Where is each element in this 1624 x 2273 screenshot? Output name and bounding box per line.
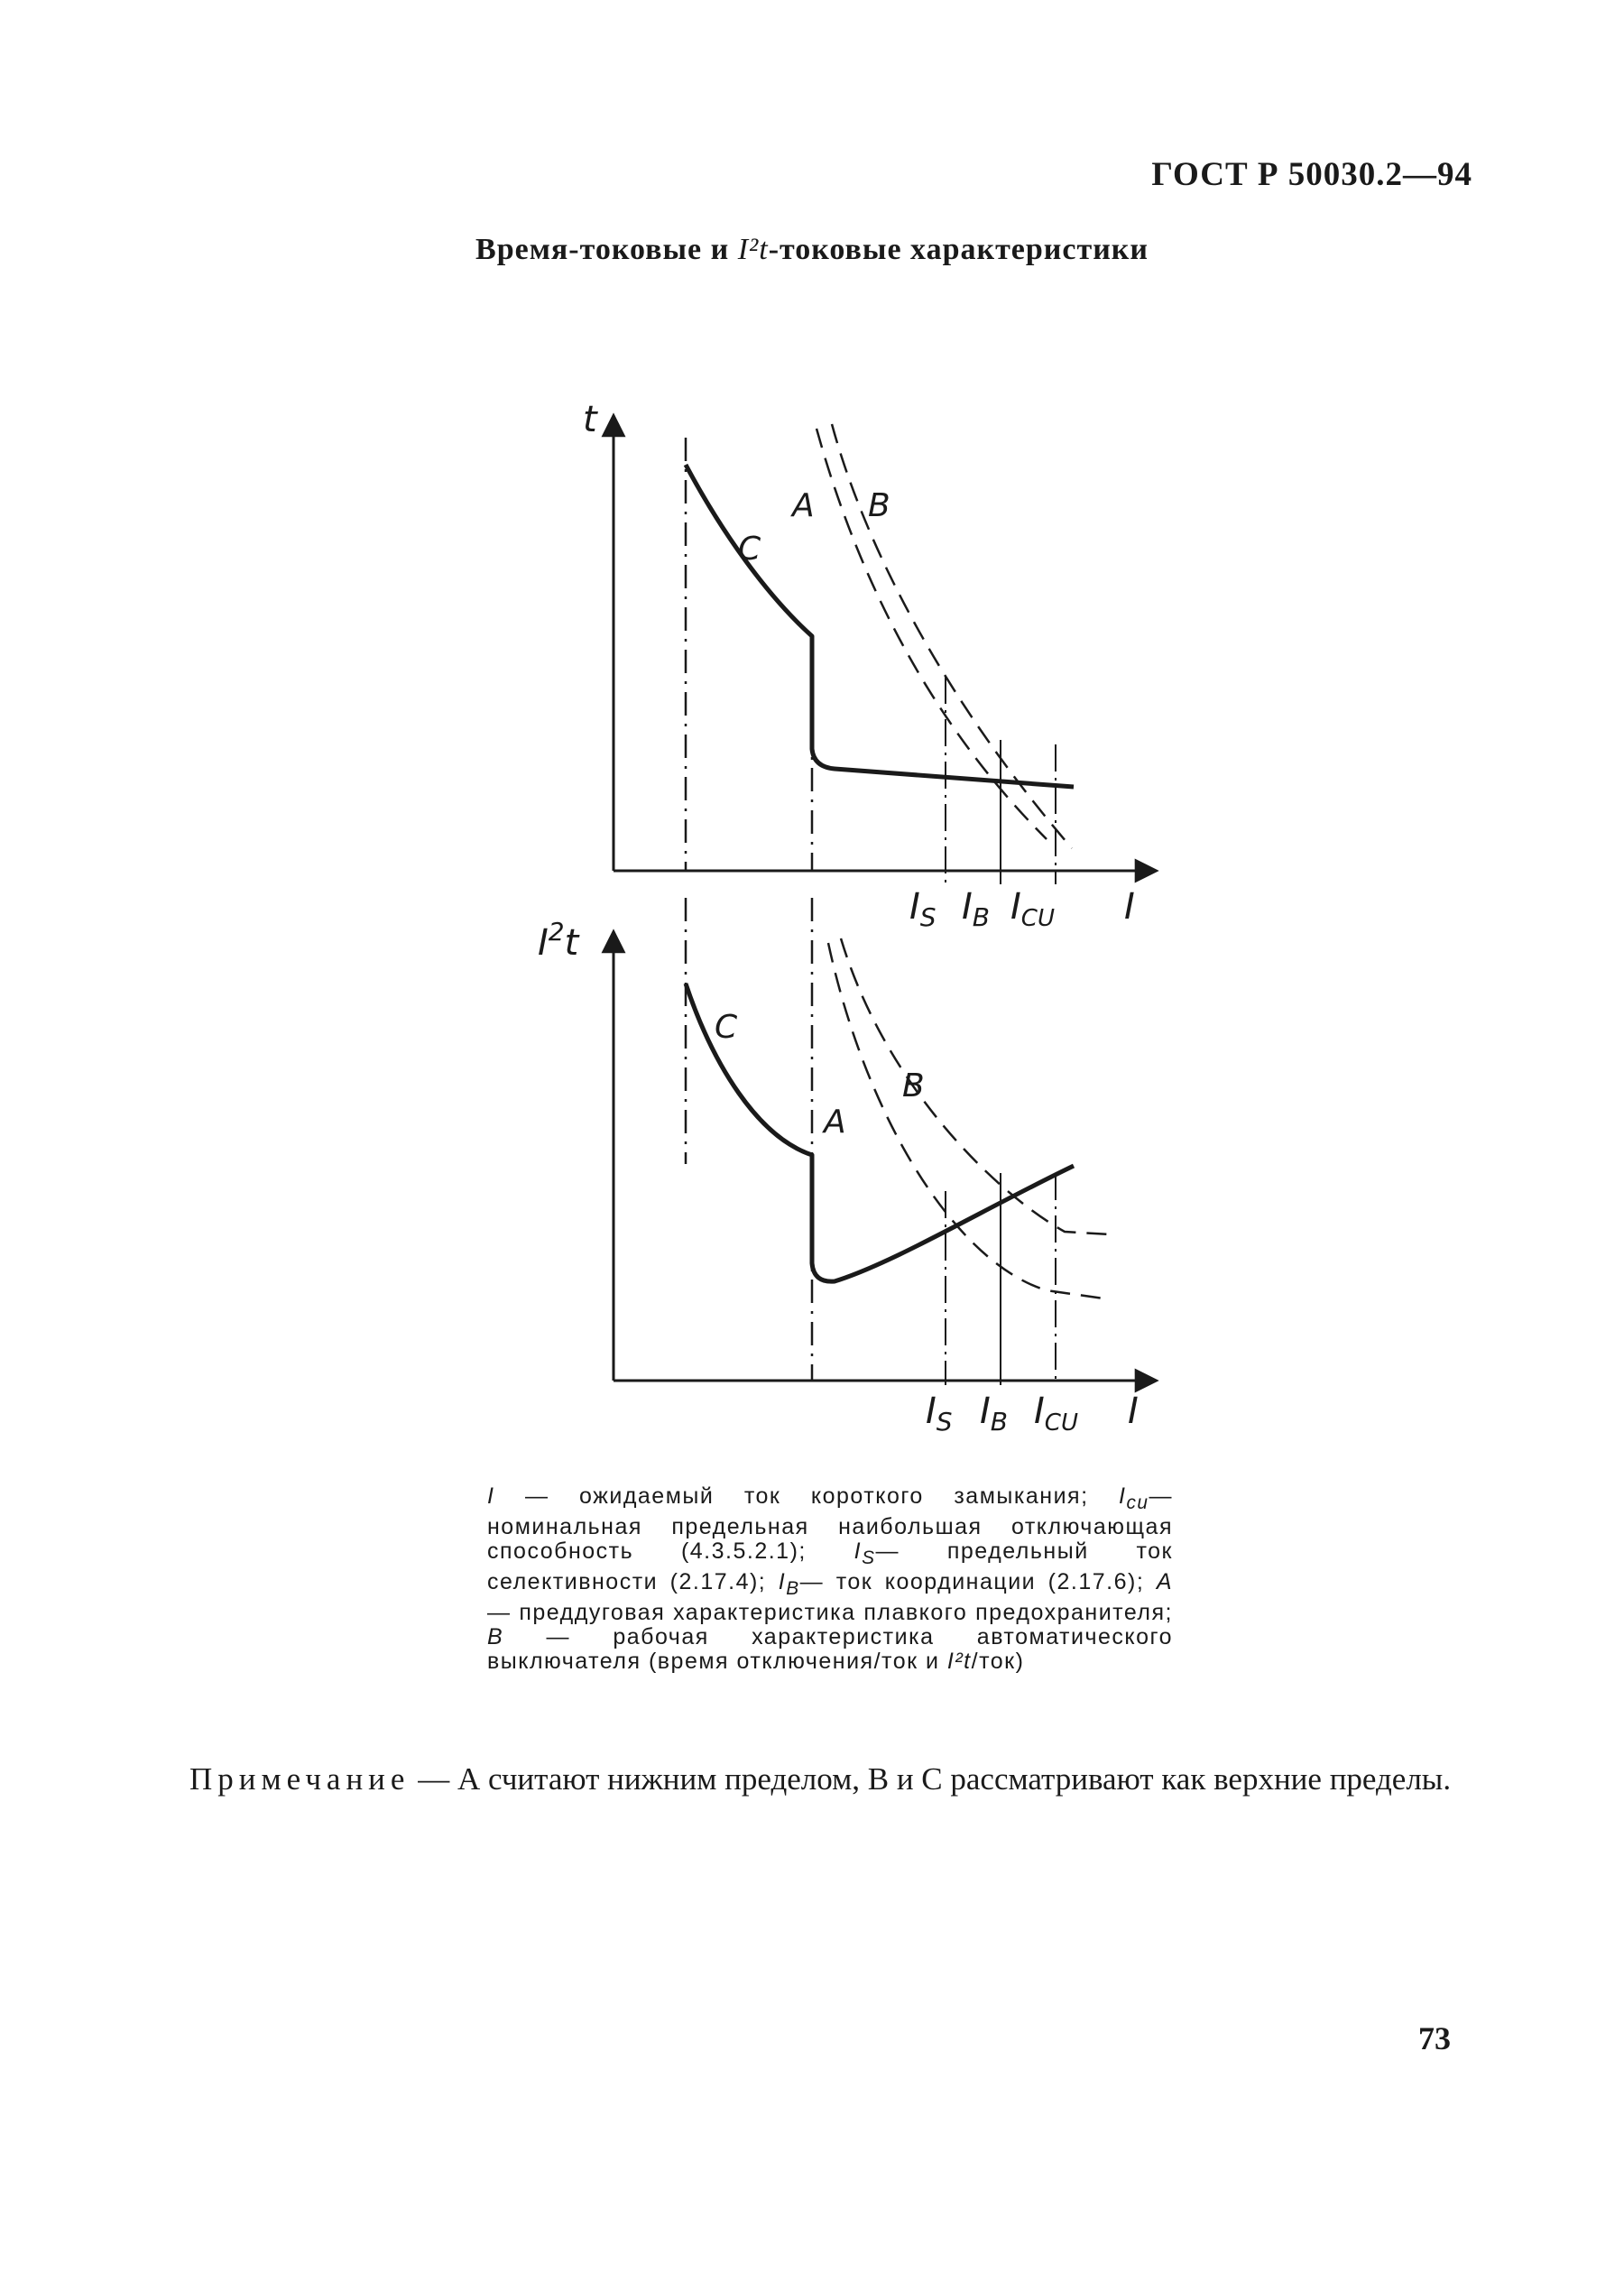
bottom-y-axis-label-tail: t xyxy=(564,922,579,964)
title-formula: I²t xyxy=(737,233,769,266)
legend-ib: I xyxy=(778,1569,787,1594)
top-graph xyxy=(583,399,1157,932)
title-prefix: Время-токовые и xyxy=(475,233,738,266)
bottom-y-axis-label-sup: 2 xyxy=(548,917,565,947)
legend-text-7: /ток) xyxy=(971,1649,1025,1674)
top-tick-ib-main: I xyxy=(962,886,973,928)
legend-ib-sub: B xyxy=(786,1578,800,1599)
top-x-axis-label: I xyxy=(1124,886,1135,928)
bottom-tick-ib-sub: B xyxy=(990,1407,1009,1437)
bottom-curve-b-label: B xyxy=(902,1067,925,1104)
bottom-tick-is-main: I xyxy=(926,1391,937,1432)
legend-text-2: — номинальная предельная наибольшая отключающая способность (4.3.5.2.1); xyxy=(487,1483,1173,1564)
top-curve-c-label: C xyxy=(738,531,761,568)
characteristics-diagram xyxy=(505,379,1191,1444)
top-y-axis-label: t xyxy=(583,399,597,440)
page-number: 73 xyxy=(1418,2020,1451,2056)
note-paragraph xyxy=(189,1762,1453,1797)
legend-is-sub: S xyxy=(862,1548,876,1568)
legend-icu-sub: cu xyxy=(1126,1492,1149,1513)
bottom-curve-a xyxy=(828,943,1110,1299)
top-tick-icu-main: I xyxy=(1010,886,1021,928)
figure-legend xyxy=(487,1484,1173,1674)
note-text: — А считают нижним пределом, В и С рассматривают как верхние пределы. xyxy=(410,1761,1452,1797)
note-label: Примечание xyxy=(189,1761,411,1797)
legend-text-4: — ток координации (2.17.6); xyxy=(799,1569,1157,1594)
bottom-x-axis-label: I xyxy=(1128,1391,1139,1432)
bottom-tick-is-sub: S xyxy=(936,1407,953,1437)
legend-text-6: — рабочая характеристика автоматического выключателя (время отключения/ток и xyxy=(487,1624,1173,1674)
bottom-tick-icu-main: I xyxy=(1034,1391,1045,1432)
bottom-curve-c xyxy=(686,984,1074,1281)
top-curve-b-label: B xyxy=(868,487,890,524)
characteristics-figure xyxy=(505,379,1191,1444)
top-tick-is-sub: S xyxy=(919,902,937,932)
bottom-tick-icu-sub: CU xyxy=(1044,1409,1078,1437)
bottom-curve-b xyxy=(841,938,1110,1234)
legend-i2t: I²t xyxy=(946,1649,972,1674)
bottom-tick-ib-main: I xyxy=(980,1391,991,1432)
legend-text-5: — преддуговая характеристика плавкого предохранителя; xyxy=(487,1600,1173,1625)
page-title xyxy=(0,233,1624,267)
bottom-curve-a-label: A xyxy=(824,1104,846,1141)
bottom-graph xyxy=(538,898,1157,1437)
bottom-curve-c-label: C xyxy=(715,1009,738,1046)
top-tick-icu-sub: CU xyxy=(1020,905,1055,932)
top-tick-ib xyxy=(962,886,990,932)
bottom-tick-icu xyxy=(1034,1391,1078,1437)
legend-i: I xyxy=(487,1483,495,1509)
bottom-y-axis-label xyxy=(538,917,580,964)
top-tick-ib-sub: B xyxy=(972,902,991,932)
legend-text-1: — ожидаемый ток короткого замыкания; xyxy=(494,1483,1120,1509)
legend-is: I xyxy=(854,1538,863,1564)
title-suffix: -токовые характеристики xyxy=(768,233,1149,266)
legend-text-3: — предельный ток селективности (2.17.4); xyxy=(487,1538,1173,1594)
legend-icu: I xyxy=(1119,1483,1127,1509)
top-tick-is xyxy=(909,886,937,932)
bottom-y-axis-label-main: I xyxy=(538,922,549,964)
document-number: ГОСТ Р 50030.2—94 xyxy=(1151,156,1472,193)
top-tick-icu xyxy=(1010,886,1055,932)
bottom-tick-is xyxy=(926,1391,953,1437)
top-curve-a-label: A xyxy=(792,487,815,524)
top-tick-is-main: I xyxy=(909,886,920,928)
legend-b: B xyxy=(487,1624,504,1649)
bottom-tick-ib xyxy=(980,1391,1008,1437)
legend-a: A xyxy=(1156,1569,1173,1594)
